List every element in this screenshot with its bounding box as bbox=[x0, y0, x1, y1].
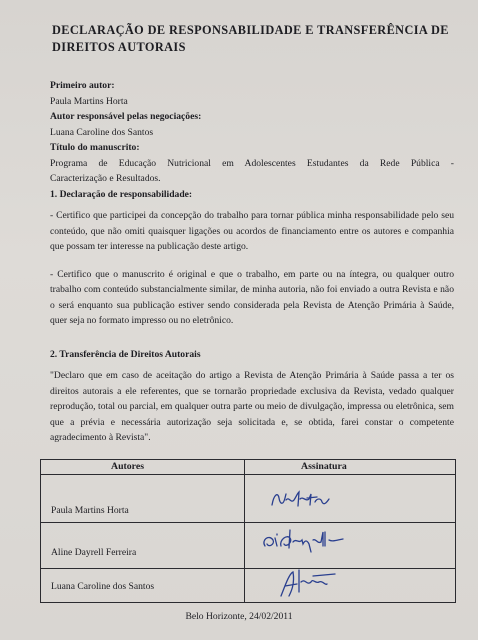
manuscript-title-label: Título do manuscrito: bbox=[50, 142, 140, 153]
table-row-divider bbox=[41, 568, 455, 569]
signature-ferreira bbox=[259, 526, 369, 556]
signature-santos bbox=[277, 566, 357, 602]
section1-heading: 1. Declaração de responsabilidade: bbox=[50, 188, 193, 200]
author-row-2: Aline Dayrell Ferreira bbox=[51, 547, 137, 558]
document-body bbox=[50, 78, 454, 446]
first-author-value: Paula Martins Horta bbox=[50, 95, 128, 107]
negotiations-author-label: Autor responsável pelas negociações: bbox=[50, 111, 202, 122]
place-date: Belo Horizonte, 24/02/2011 bbox=[185, 611, 293, 622]
manuscript-title-line1: Programa de Educação Nutricional em Adolescentes Estudantes da Rede Pública - bbox=[50, 157, 454, 169]
section2-heading: 2. Transferência de Direitos Autorais bbox=[50, 348, 201, 360]
author-row-1: Paula Martins Horta bbox=[51, 505, 129, 516]
author-row-3: Luana Caroline dos Santos bbox=[51, 581, 155, 592]
manuscript-title-line2: Caracterização e Resultados. bbox=[50, 173, 161, 184]
signature-horta bbox=[269, 486, 359, 514]
header-signature: Assinatura bbox=[301, 461, 347, 472]
header-authors: Autores bbox=[111, 461, 145, 472]
table-row-divider bbox=[41, 522, 455, 523]
section1-paragraph1: - Certifico que participei da concepção do trabalho para tornar pública minha responsabilidade pelo seu conteúdo, que não omiti quaisquer ligações ou acordos de financiamento entre os autores e companhia que possam ter interesse na publicação deste artigo. bbox=[50, 210, 454, 252]
signature-table bbox=[40, 459, 456, 603]
negotiations-author-value: Luana Caroline dos Santos bbox=[50, 126, 154, 138]
section2-paragraph1: "Declaro que em caso de aceitação do artigo a Revista de Atenção Primária à Saúde passa a ter os direitos autorais a ele referentes, que se tornarão propriedade exclusiva da Revista, vedado qualquer reprodução, total ou parcial, em qualquer outra parte ou meio de divulgação, impressa ou eletrônica, sem que a prévia e necessária autorização seja solicitada e, se obtida, farei constar o competente agradecimento à Revista". bbox=[50, 370, 454, 443]
first-author-label: Primeiro autor: bbox=[50, 80, 115, 91]
section1-paragraph2: - Certifico que o manuscrito é original e que o trabalho, em parte ou na íntegra, ou qualquer outro trabalho com conteúdo substancialmente similar, de minha autoria, não foi enviado a outra Revista e não o será enquanto sua publicação estiver sendo considerada pela Revista de Atenção Primária à Saúde, quer seja no formato impresso ou no eletrônico. bbox=[50, 268, 454, 326]
table-column-divider bbox=[244, 460, 245, 602]
table-row-divider bbox=[41, 474, 455, 475]
document-title: DECLARAÇÃO DE RESPONSABILIDADE E TRANSFERÊNCIA DE DIREITOS AUTORAIS bbox=[52, 23, 449, 54]
